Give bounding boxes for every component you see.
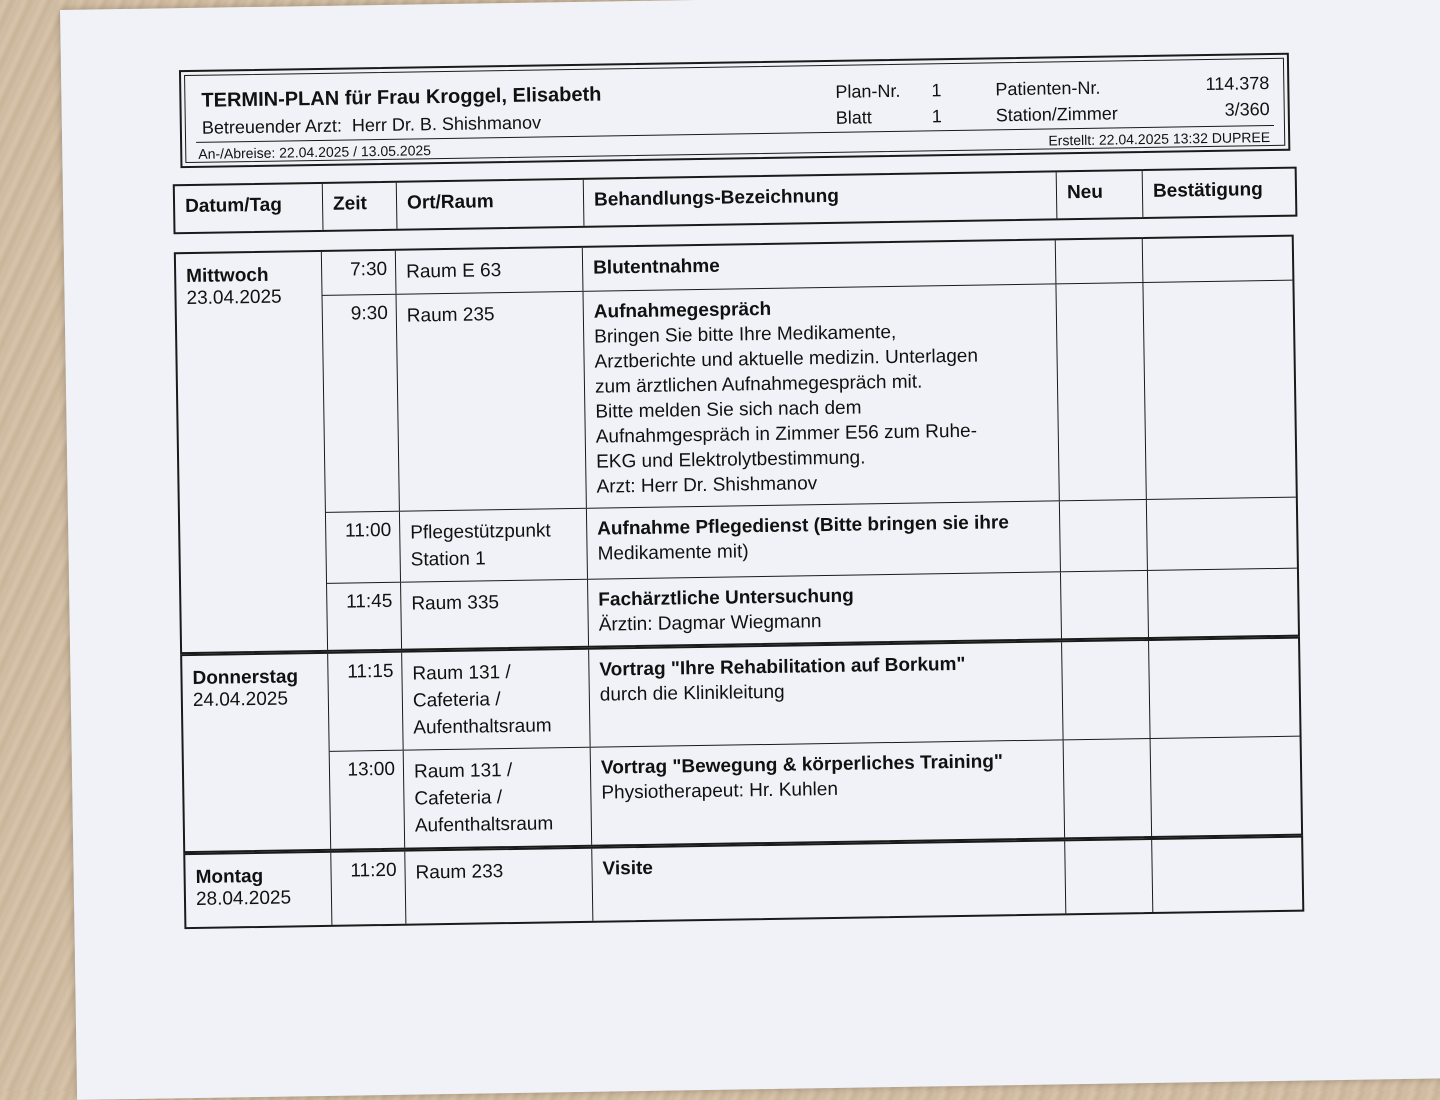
doctor-label: Betreuender Arzt: <box>201 115 343 138</box>
table-row <box>328 639 1299 752</box>
entry-description <box>583 240 1057 290</box>
treatment-note: Arztberichte und aktuelle medizin. Unterlagen <box>594 345 979 373</box>
room-line: Raum 235 <box>406 304 495 327</box>
blatt-label: Blatt <box>835 107 872 128</box>
day-name: Mittwoch <box>186 264 269 288</box>
treatment-title: Vortrag "Bewegung & körperliches Training" <box>600 751 1004 779</box>
confirmation-cell <box>1148 569 1298 637</box>
entry-time: 7:30 <box>322 251 397 295</box>
station-label: Station/Zimmer <box>995 103 1118 126</box>
table-row <box>330 737 1301 849</box>
stay-dates: An-/Abreise: 22.04.2025 / 13.05.2025 <box>198 142 432 162</box>
treatment-note: Physiotherapeut: Hr. Kuhlen <box>601 778 839 804</box>
entry-list <box>322 237 1298 650</box>
blatt-value: 1 <box>931 106 942 127</box>
day-cell <box>185 853 332 927</box>
schedule-document <box>179 53 1302 929</box>
plan-title: TERMIN-PLAN für Frau Kroggel, Elisabeth <box>201 83 602 112</box>
room-line: Cafeteria / <box>412 689 501 712</box>
treatment-note: Medikamente mit) <box>597 541 749 565</box>
treatment-note: Ärztin: Dagmar Wiegmann <box>598 611 822 636</box>
col-treatment: Behandlungs-Bezeichnung <box>584 172 1058 225</box>
room-line: Raum E 63 <box>405 260 502 283</box>
entry-room <box>405 849 593 924</box>
treatment-title: Blutentnahme <box>592 255 720 279</box>
room-line: Aufenthaltsraum <box>414 813 554 837</box>
treatment-title: Vortrag "Ihre Rehabilitation auf Borkum" <box>599 653 966 681</box>
entry-description <box>587 501 1061 578</box>
confirmation-cell <box>1149 639 1300 738</box>
treatment-note: Arzt: Herr Dr. Shishmanov <box>596 473 818 498</box>
patient-label: Patienten-Nr. <box>995 77 1101 100</box>
treatment-title: Fachärztliche Untersuchung <box>598 585 854 611</box>
entry-room <box>404 748 593 848</box>
col-new: Neu <box>1057 171 1144 218</box>
entry-room <box>396 248 584 294</box>
entry-room <box>402 650 591 750</box>
new-checkbox-cell <box>1062 641 1151 739</box>
new-checkbox-cell <box>1056 283 1146 500</box>
entry-time: 11:00 <box>326 512 401 583</box>
treatment-note: Bitte melden Sie sich nach dem <box>595 397 862 423</box>
paper-sheet <box>60 0 1440 1100</box>
entry-list <box>331 838 1302 925</box>
treatment-title: Aufnahmegespräch <box>593 298 772 323</box>
table-row <box>331 838 1302 925</box>
new-checkbox-cell <box>1064 739 1153 837</box>
day-date: 28.04.2025 <box>195 887 292 910</box>
room-line: Station 1 <box>410 548 486 571</box>
treatment-note: zum ärztlichen Aufnahmegespräch mit. <box>594 371 923 398</box>
doctor-value: Herr Dr. B. Shishmanov <box>351 112 542 136</box>
entry-time: 11:20 <box>331 852 406 925</box>
new-checkbox-cell <box>1060 500 1148 571</box>
entry-time: 11:15 <box>328 653 404 751</box>
room-line: Raum 233 <box>415 861 504 884</box>
treatment-note: durch die Klinikleitung <box>599 681 785 706</box>
entry-time: 13:00 <box>330 751 406 849</box>
confirmation-cell <box>1151 737 1302 836</box>
new-checkbox-cell <box>1065 840 1153 913</box>
entry-description <box>591 740 1065 844</box>
table-row <box>327 569 1298 650</box>
room-line: Raum 335 <box>411 592 500 615</box>
entry-list <box>328 639 1301 849</box>
column-header <box>173 167 1298 235</box>
day-date: 23.04.2025 <box>186 286 282 310</box>
treatment-title: Visite <box>602 857 654 880</box>
entry-room <box>397 292 587 511</box>
plan-label: Plan-Nr. <box>835 80 901 102</box>
entry-room <box>400 509 588 582</box>
entry-time: 9:30 <box>323 295 400 512</box>
treatment-note: EKG und Elektrolytbestimmung. <box>596 447 866 473</box>
col-room: Ort/Raum <box>397 180 585 229</box>
entry-room <box>401 580 589 649</box>
entry-description <box>588 572 1062 645</box>
station-value: 3/360 <box>1224 99 1270 120</box>
confirmation-cell <box>1143 281 1295 499</box>
room-line: Cafeteria / <box>414 787 503 810</box>
day-date: 24.04.2025 <box>192 688 289 711</box>
col-confirm: Bestätigung <box>1152 179 1263 202</box>
room-line: Raum 131 / <box>412 662 511 685</box>
day-cell <box>176 252 328 652</box>
entry-description <box>583 284 1059 507</box>
new-checkbox-cell <box>1061 571 1149 638</box>
treatment-title: Aufnahme Pflegedienst (Bitte bringen sie ihre <box>597 512 1010 540</box>
room-line: Pflegestützpunkt <box>410 520 551 544</box>
entry-time: 11:45 <box>327 583 402 650</box>
day-cell <box>182 654 331 851</box>
treatment-note: Bringen Sie bitte Ihre Medikamente, <box>594 321 897 348</box>
room-line: Raum 131 / <box>413 759 513 783</box>
day-name: Montag <box>195 865 264 888</box>
header-box <box>179 53 1290 168</box>
created-info: Erstellt: 22.04.2025 13:32 DUPREE <box>1048 129 1271 149</box>
treatment-note: Aufnahmgespräch in Zimmer E56 zum Ruhe- <box>595 420 978 448</box>
col-time: Zeit <box>323 183 398 230</box>
entry-description <box>592 841 1066 920</box>
day-block <box>183 836 1304 930</box>
day-list <box>182 235 1302 929</box>
confirmation-cell <box>1152 838 1302 912</box>
day-block <box>180 637 1303 854</box>
new-checkbox-cell <box>1056 239 1144 283</box>
plan-value: 1 <box>931 80 942 101</box>
confirmation-cell <box>1143 237 1293 282</box>
doctor-line <box>202 112 541 138</box>
patient-value: 114.378 <box>1205 73 1270 95</box>
day-block <box>174 235 1300 655</box>
room-line: Aufenthaltsraum <box>413 715 552 739</box>
table-row <box>323 281 1296 513</box>
col-date: Datum/Tag <box>175 184 324 232</box>
day-name: Donnerstag <box>192 666 299 689</box>
entry-description <box>589 642 1063 746</box>
confirmation-cell <box>1147 498 1297 570</box>
